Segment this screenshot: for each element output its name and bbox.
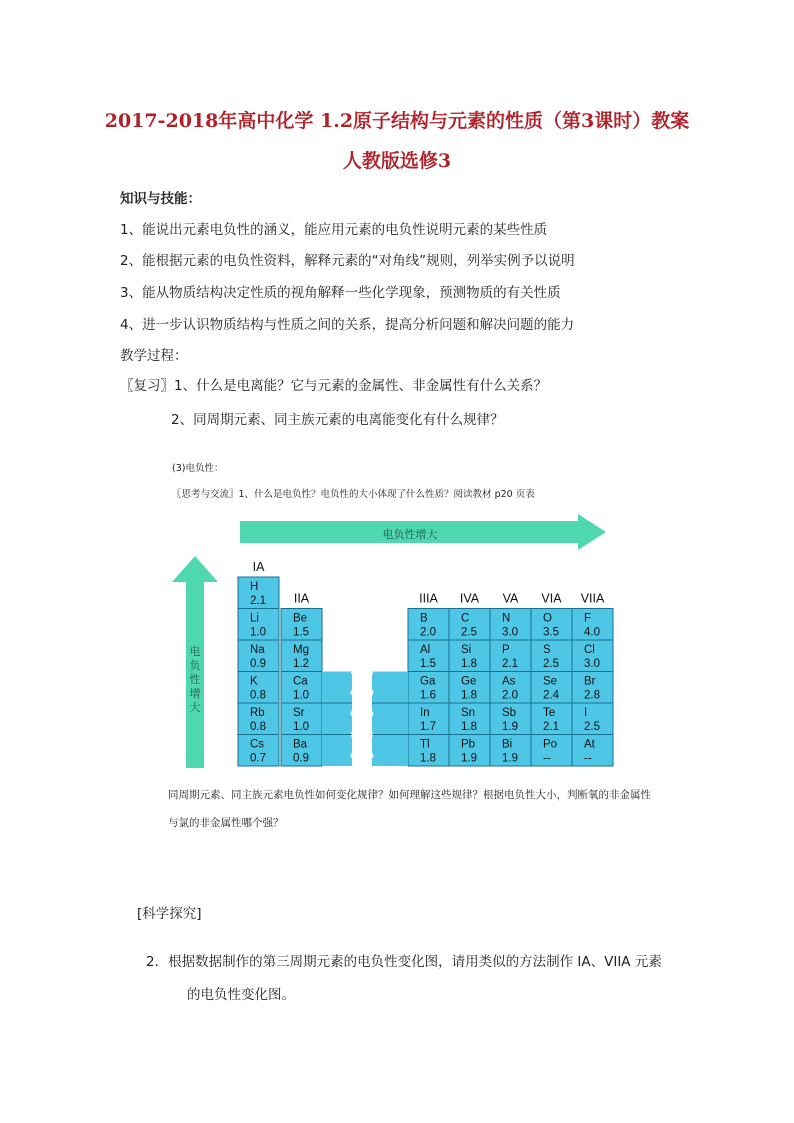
element-cell-S — [531, 640, 572, 672]
element-cell-Ca — [281, 672, 322, 704]
element-cell-I — [572, 703, 613, 735]
electronegativity-value: 3.0 — [502, 626, 518, 639]
element-cell-Be — [281, 609, 322, 641]
element-cell-Tl — [408, 735, 449, 767]
element-cell-Bi — [490, 735, 531, 767]
objective-3: 3、能从物质结构决定性质的视角解释一些化学现象，预测物质的有关性质 — [120, 285, 561, 301]
element-symbol: O — [543, 612, 552, 625]
break-edge-left — [352, 672, 358, 767]
element-cell-Pb — [449, 735, 490, 767]
electronegativity-value: 0.9 — [293, 752, 309, 765]
element-symbol: In — [420, 707, 430, 719]
element-cell-Na — [238, 640, 279, 672]
element-symbol: Sn — [461, 707, 476, 719]
electronegativity-value: 1.5 — [293, 626, 309, 639]
element-symbol: B — [420, 612, 428, 625]
electronegativity-value: 1.8 — [461, 658, 477, 670]
element-cell-Ga — [408, 672, 449, 704]
electronegativity-value: 1.5 — [420, 658, 436, 670]
electronegativity-value: 1.7 — [420, 721, 436, 733]
element-symbol: Cs — [250, 738, 265, 751]
element-symbol: Sb — [502, 707, 517, 719]
figure-discussion-prompt: 〖思考与交流〗1、什么是电负性？电负性的大小体现了什么性质？阅读教材 p20 页表 — [172, 489, 535, 500]
element-cell-O — [531, 609, 572, 641]
element-cell-F — [572, 609, 613, 641]
element-symbol: Br — [584, 675, 596, 688]
element-symbol: As — [502, 675, 516, 688]
element-symbol: Se — [543, 675, 558, 688]
electronegativity-value: 2.0 — [420, 626, 436, 639]
element-cell-N — [490, 609, 531, 641]
element-cell-Cs — [238, 735, 279, 767]
element-symbol: K — [250, 675, 258, 688]
figure-section-label: (3)电负性： — [172, 463, 224, 474]
element-cell-Al — [408, 640, 449, 672]
vertical-arrow-label-char: 电 — [189, 646, 201, 658]
element-cell-At — [572, 735, 613, 767]
objectives-heading: 知识与技能： — [120, 191, 201, 207]
element-cell-Se — [531, 672, 572, 704]
element-cell-Po — [531, 735, 572, 767]
vertical-arrow-label — [190, 644, 201, 714]
element-cell-Mg — [281, 640, 322, 672]
element-cell-In — [408, 703, 449, 735]
element-cell-Sn — [449, 703, 490, 735]
group-label-VA: VA — [502, 591, 519, 606]
element-symbol: Si — [461, 644, 472, 656]
electronegativity-value: 1.0 — [250, 626, 266, 639]
science-inquiry-heading: [科学探究] — [137, 906, 202, 922]
electronegativity-table-figure — [160, 455, 630, 775]
electronegativity-value: 1.8 — [420, 752, 436, 765]
element-symbol: Pb — [461, 738, 476, 751]
science-question-2-line-2: 的电负性变化图。 — [187, 987, 295, 1003]
electronegativity-value: 2.0 — [502, 689, 518, 702]
gap-filler-left — [322, 672, 352, 767]
element-symbol: Rb — [250, 707, 265, 719]
element-symbol: Li — [250, 612, 259, 625]
vertical-arrow-label-char: 负 — [189, 660, 201, 672]
figure-caption-line-1: 同周期元素、同主族元素电负性如何变化规律？如何理解这些规律？根据电负性大小，判断氧的非金属性 — [168, 789, 651, 801]
element-symbol: N — [502, 612, 511, 625]
electronegativity-value: 3.0 — [584, 658, 600, 670]
group-label-IA: IA — [252, 560, 265, 574]
figure-caption-line-2: 与氯的非金属性哪个强？ — [168, 817, 284, 829]
element-cell-Li — [238, 609, 279, 641]
electronegativity-value: 1.2 — [293, 658, 309, 670]
vertical-arrow-label-char: 大 — [189, 702, 201, 714]
element-symbol: P — [502, 644, 510, 656]
horizontal-arrow-label: 电负性增大 — [382, 529, 438, 541]
element-symbol: F — [584, 612, 592, 625]
document-title-line-1: 2017-2018年高中化学 1.2原子结构与元素的性质（第3课时）教案 — [104, 110, 690, 132]
element-symbol: Al — [420, 644, 431, 656]
vertical-arrow-label-char: 性 — [189, 674, 201, 686]
element-symbol: Ca — [293, 675, 308, 688]
review-question-2: 2、同周期元素、同主族元素的电离能变化有什么规律？ — [171, 412, 504, 428]
element-symbol: Tl — [420, 738, 430, 751]
element-symbol: Ba — [293, 738, 308, 751]
element-cell-K — [238, 672, 279, 704]
electronegativity-value: 2.1 — [543, 721, 559, 733]
electronegativity-value: 1.0 — [293, 689, 309, 702]
group-label-IVA: IVA — [459, 591, 480, 606]
element-symbol: H — [250, 581, 259, 593]
electronegativity-value: 3.5 — [543, 626, 559, 639]
element-cell-Ba — [281, 735, 322, 767]
process-heading: 教学过程： — [120, 348, 188, 364]
vertical-arrow-label-char: 增 — [189, 688, 201, 700]
element-cell-C — [449, 609, 490, 641]
element-cell-Sb — [490, 703, 531, 735]
electronegativity-value: 0.9 — [250, 658, 266, 670]
group-label-IIA: IIA — [293, 591, 310, 606]
electronegativity-value: 2.5 — [584, 721, 600, 733]
objective-4: 4、进一步认识物质结构与性质之间的关系，提高分析问题和解决问题的能力 — [120, 317, 575, 333]
element-symbol: C — [461, 612, 470, 625]
gap-filler-right — [372, 672, 408, 767]
element-symbol: I — [584, 707, 588, 719]
electronegativity-value: 0.8 — [250, 689, 266, 702]
objective-2: 2、能根据元素的电负性资料，解释元素的“对角线”规则，列举实例予以说明 — [120, 253, 575, 269]
element-cell-As — [490, 672, 531, 704]
element-symbol: S — [543, 644, 551, 656]
element-symbol: Sr — [293, 707, 305, 719]
electronegativity-value: 2.4 — [543, 689, 559, 702]
element-cell-Te — [531, 703, 572, 735]
electronegativity-value: 1.9 — [502, 752, 518, 765]
science-question-2-line-1: 2．根据数据制作的第三周期元素的电负性变化图，请用类似的方法制作 IA、VIIA 元素 — [146, 954, 662, 970]
review-question-1: 〖复习〗1、什么是电离能？它与元素的金属性、非金属性有什么关系？ — [120, 378, 548, 394]
electronegativity-value: 1.6 — [420, 689, 436, 702]
element-cell-Sr — [281, 703, 322, 735]
electronegativity-value: 2.5 — [543, 658, 559, 670]
electronegativity-value: -- — [584, 752, 592, 765]
element-cell-Si — [449, 640, 490, 672]
electronegativity-value: 1.9 — [461, 752, 477, 765]
element-symbol: Ga — [420, 675, 436, 688]
element-symbol: Bi — [502, 738, 513, 751]
element-cell-Cl — [572, 640, 613, 672]
electronegativity-value: 4.0 — [584, 626, 600, 639]
element-cell-Rb — [238, 703, 279, 735]
electronegativity-value: 0.7 — [250, 752, 266, 765]
break-edge-right — [366, 672, 372, 767]
electronegativity-value: 1.0 — [293, 721, 309, 733]
element-cell-H — [238, 577, 279, 609]
electronegativity-value: 2.1 — [502, 658, 518, 670]
electronegativity-value: 2.8 — [584, 689, 600, 702]
element-symbol: Te — [543, 707, 556, 719]
element-cell-Br — [572, 672, 613, 704]
electronegativity-value: 0.8 — [250, 721, 266, 733]
electronegativity-value: 1.8 — [461, 721, 477, 733]
group-label-VIIA: VIIA — [580, 591, 605, 606]
element-symbol: Mg — [293, 644, 309, 656]
group-label-IIIA: IIIA — [419, 591, 438, 606]
objective-1: 1、能说出元素电负性的涵义，能应用元素的电负性说明元素的某些性质 — [120, 222, 548, 238]
element-symbol: Na — [250, 644, 265, 656]
element-symbol: Be — [293, 612, 308, 625]
electronegativity-value: 1.9 — [502, 721, 518, 733]
element-cell-B — [408, 609, 449, 641]
element-cell-P — [490, 640, 531, 672]
element-symbol: Cl — [584, 644, 595, 656]
document-title-line-2: 人教版选修3 — [342, 150, 452, 172]
element-symbol: Ge — [461, 675, 477, 688]
group-label-VIA: VIA — [541, 591, 562, 606]
electronegativity-value: 2.5 — [461, 626, 477, 639]
element-cell-Ge — [449, 672, 490, 704]
electronegativity-value: 1.8 — [461, 689, 477, 702]
electronegativity-value: 2.1 — [250, 595, 266, 607]
element-symbol: At — [584, 738, 595, 751]
element-symbol: Po — [543, 738, 558, 751]
electronegativity-value: -- — [543, 752, 551, 765]
